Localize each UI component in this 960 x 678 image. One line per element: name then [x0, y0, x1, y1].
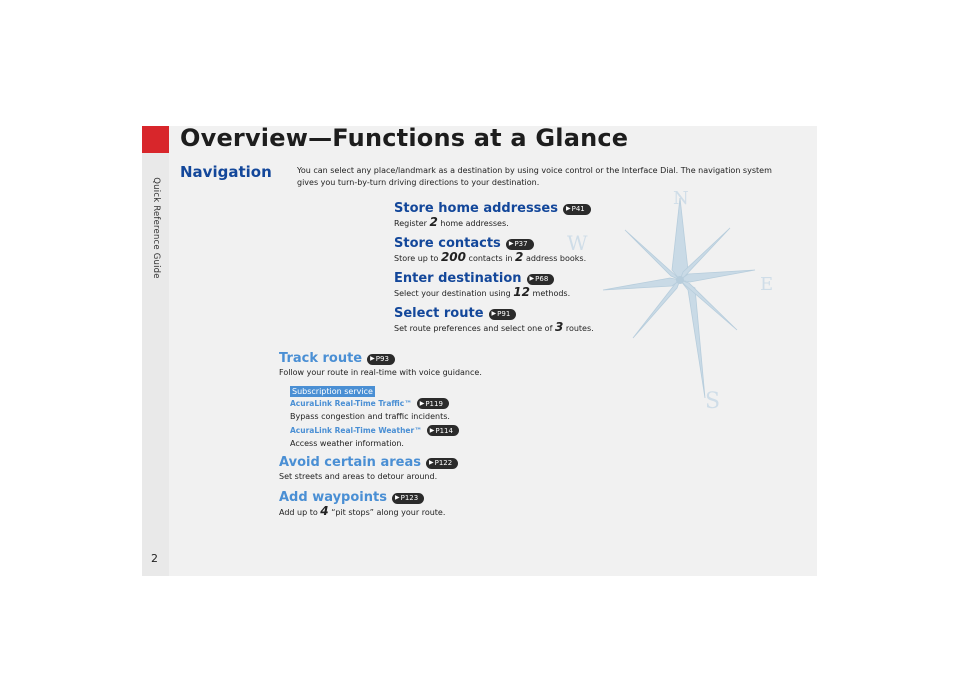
page-ref-link[interactable]: ▶ P119	[417, 398, 449, 409]
section-heading: Navigation	[180, 163, 272, 181]
feature-title: Avoid certain areas	[279, 455, 421, 470]
page-ref-link[interactable]: ▶ P37	[506, 239, 534, 250]
compass-e-label: E	[760, 274, 774, 295]
page-ref-link[interactable]: ▶ P41	[563, 204, 591, 215]
service-traffic: AcuraLink Real-Time Traffic™ ▶ P119 Bypass congestion and traffic incidents.	[290, 399, 450, 421]
page-ref-link[interactable]: ▶ P114	[427, 425, 459, 436]
page-ref-link[interactable]: ▶ P123	[392, 493, 424, 504]
section-tab	[142, 126, 169, 153]
page-ref-link[interactable]: ▶ P122	[426, 458, 458, 469]
page-number: 2	[151, 552, 158, 565]
service-weather: AcuraLink Real-Time Weather™ ▶ P114 Access weather information.	[290, 425, 459, 449]
page-title: Overview—Functions at a Glance	[180, 124, 629, 152]
compass-w-label: W	[567, 231, 588, 255]
compass-s-label: S	[705, 389, 721, 410]
page-ref-link[interactable]: ▶ P93	[367, 354, 395, 365]
feature-title: Store contacts	[394, 236, 501, 251]
feature-select-route: Select route ▶ P91 Set route preferences and select one of 3 routes.	[394, 306, 594, 334]
feature-track-route: Track route ▶ P93 Follow your route in real-time with voice guidance.	[279, 351, 482, 377]
page-ref-link[interactable]: ▶ P91	[489, 309, 517, 320]
feature-title: Store home addresses	[394, 201, 558, 216]
feature-add-waypoints: Add waypoints ▶ P123 Add up to 4 “pit stops” along your route.	[279, 490, 446, 518]
feature-title: Add waypoints	[279, 490, 387, 505]
feature-store-home: Store home addresses ▶ P41 Register 2 home addresses.	[394, 201, 591, 229]
sidebar-label: Quick Reference Guide	[151, 177, 161, 279]
feature-title: Select route	[394, 306, 484, 321]
feature-enter-destination: Enter destination ▶ P68 Select your destination using 12 methods.	[394, 271, 571, 299]
compass-n-label: N	[673, 190, 689, 209]
feature-title: Track route	[279, 351, 363, 366]
subscription-badge: Subscription service	[292, 387, 373, 396]
feature-title: Enter destination	[394, 271, 522, 286]
intro-text: You can select any place/landmark as a destination by using voice control or the Interface Dial. The navigation system gives you turn-by-turn driving directions to your destination.	[297, 166, 772, 187]
page-ref-link[interactable]: ▶ P68	[527, 274, 555, 285]
feature-avoid-areas: Avoid certain areas ▶ P122 Set streets and areas to detour around.	[279, 455, 458, 482]
feature-store-contacts: Store contacts ▶ P37 Store up to 200 contacts in 2 address books.	[394, 236, 587, 264]
